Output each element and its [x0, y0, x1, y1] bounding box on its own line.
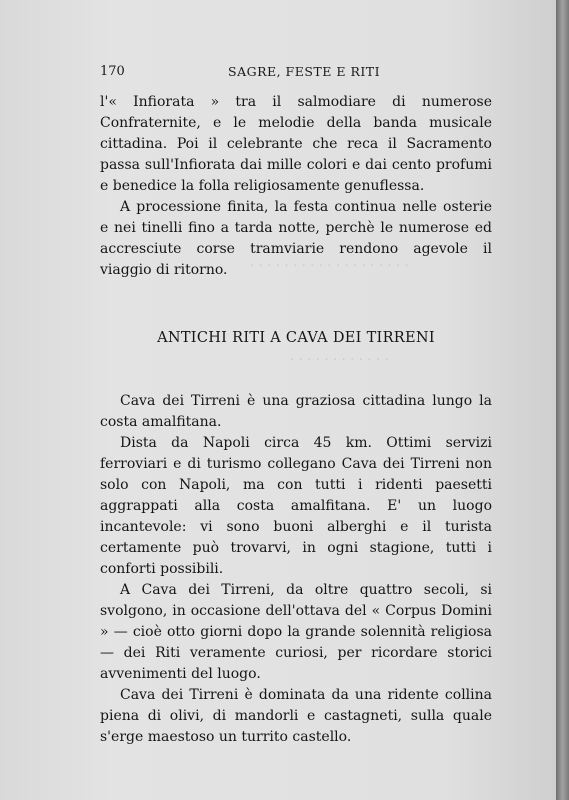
show-through-decoration: · · · · · · · · · · · · · · · · · · · [250, 258, 409, 274]
paragraph: Cava dei Tirreni è dominata da una ridente collina piena di olivi, di mandorli e castagneti, sulla quale s'erge maestoso un turrito castello. [100, 687, 492, 745]
top-text-block [100, 92, 492, 281]
section-text-block [100, 391, 492, 748]
paragraph: Dista da Napoli circa 45 km. Ottimi servizi ferroviari e di turismo collegano Cava dei Tirreni non solo con Napoli, ma con tutti i ridenti paesetti aggrappati alla costa amalfitana. E' un luogo incantevole: vi sono buoni alberghi e il turista certamente può trovarvi, in ogni stagione, tutti i conforti possibili. [100, 435, 492, 577]
running-title: SAGRE, FESTE E RITI [228, 64, 381, 79]
page-edge-shadow [556, 0, 569, 800]
show-through-decoration: · · · · · · · · · · · · [290, 352, 389, 368]
page-number: 170 [100, 64, 125, 79]
paragraph: Cava dei Tirreni è una graziosa cittadina lungo la costa amalfitana. [100, 393, 492, 430]
paragraph: A processione finita, la festa continua nelle osterie e nei tinelli fino a tarda notte, perchè le numerose ed accresciute corse tramviarie rendono agevole il viaggio di ritorno. [100, 199, 492, 278]
page-header [100, 64, 492, 82]
paragraph: l'« Infiorata » tra il salmodiare di numerose Confraternite, e le melodie della banda musicale cittadina. Poi il celebrante che reca il Sacramento passa sull'Infiorata dai mille colori e dai cento profumi e benedice la folla religiosamente genuflessa. [100, 94, 492, 194]
paragraph: A Cava dei Tirreni, da oltre quattro secoli, si svolgono, in occasione dell'ottava del « Corpus Domini » — cioè otto giorni dopo la grande solennità religiosa — dei Riti veramente curiosi, per ricordare storici avvenimenti del luogo. [100, 582, 492, 682]
section-title: ANTICHI RITI A CAVA DEI TIRRENI [157, 330, 435, 346]
